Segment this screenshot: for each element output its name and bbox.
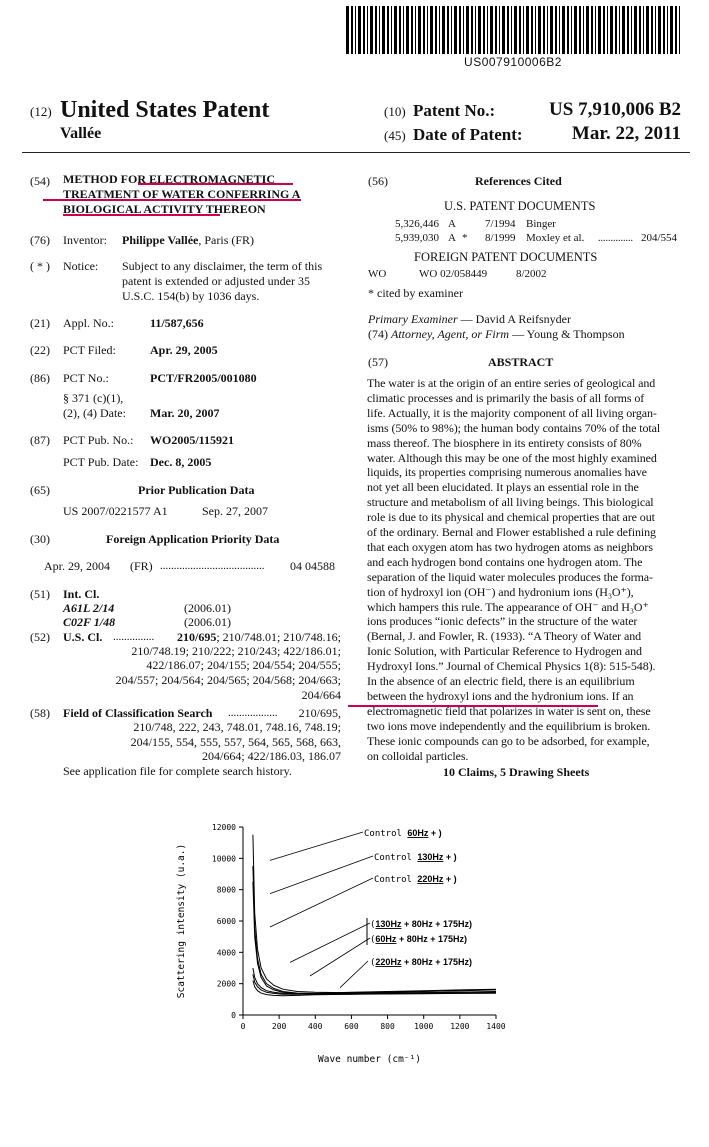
barcode-bar [655, 6, 656, 54]
appl-code: (21) [30, 316, 50, 330]
abstract-line: of the ordinary. Bernal and Flower established a rule defining [367, 525, 656, 539]
barcode-bar [538, 6, 541, 54]
barcode-bar [543, 6, 545, 54]
pct-no-code: (86) [30, 371, 50, 385]
abstract-line: life. Actually, it is the majority component of all living organ- [367, 405, 657, 420]
barcode-bar [643, 6, 644, 54]
foreign-priority-code: (30) [30, 532, 50, 546]
date-of-patent: Mar. 22, 2011 [571, 123, 681, 144]
intcl-code: (51) [30, 587, 50, 601]
series-label-main: 60Hz [407, 828, 429, 838]
barcode-bar [379, 6, 380, 54]
uscl-line-2: 210/748.19; 210/222; 210/243; 422/186.01; [131, 644, 341, 658]
y-tick-label: 12000 [211, 823, 236, 832]
x-tick-label: 400 [308, 1022, 323, 1031]
barcode-bar [447, 6, 449, 54]
date-of-patent-label: Date of Patent: [413, 125, 523, 144]
barcode-bar [634, 6, 637, 54]
abstract-line: electromagnetic field that polarizes in water is sent on, these [367, 703, 651, 718]
barcode-bar [430, 6, 433, 54]
series-label-prefix: ( [370, 920, 376, 930]
title-line-2: TREATMENT OF WATER CONFERRING A [63, 187, 301, 201]
barcode-bar [526, 6, 529, 54]
barcode-bar [495, 6, 497, 54]
section-371-line-1: § 371 (c)(1), [63, 391, 124, 405]
uscl-line-3: 422/186.07; 204/155; 204/554; 204/555; [146, 658, 341, 672]
abstract-line: two ions move independently and the equilibrium is broken. [367, 718, 651, 733]
barcode-bar [367, 6, 368, 54]
attorney-value: — Young & Thompson [509, 327, 625, 341]
abstract-line: (Bernal, J. and Fowler, R. (1933). “A Theory of Water and [367, 629, 642, 644]
abstract-line: separation of the liquid water molecules produces the forma- [367, 569, 653, 584]
abstract-line: tion of hydroxyl ion (OH⁻) and hydronium ions (H₃O⁺), [367, 584, 634, 599]
barcode-bar [439, 6, 440, 54]
abstract-line: on colloidal particles. [367, 748, 469, 763]
barcode-bar [454, 6, 457, 54]
label-leader-line [290, 923, 370, 962]
us-doc-dots: .............. [598, 233, 633, 244]
barcode-bar [403, 6, 404, 54]
claims-summary: 10 Claims, 5 Drawing Sheets [443, 765, 590, 779]
primary-examiner [368, 312, 571, 327]
x-axis-label: Wave number (cm⁻¹) [318, 1054, 421, 1065]
inventor-short: Vallée [60, 125, 102, 142]
barcode-bar [586, 6, 589, 54]
barcode-bar [631, 6, 632, 54]
barcode-bar [415, 6, 416, 54]
abstract-line: Ionic Solution, with Particular Reference to Hydrogen and [367, 644, 642, 659]
barcode-bar [463, 6, 464, 54]
series-label-rest: + 80Hz + 175Hz) [401, 919, 472, 929]
abstract-line: not yet all been elucidated. It plays an essential role in the [367, 480, 639, 495]
field-label: Field of Classification Search [63, 706, 213, 720]
abstract-line: that each oxygen atom has two hydrogen atoms as neighbors [367, 539, 653, 554]
inventor-place: , Paris (FR) [198, 233, 255, 247]
appl-label: Appl. No.: [63, 316, 114, 330]
barcode-bar [651, 6, 653, 54]
barcode-bar [394, 6, 397, 54]
field-line-4: 204/664; 422/186.03, 186.07 [201, 749, 341, 763]
barcode-bar [391, 6, 392, 54]
abstract-line: The water is at the origin of an entire series of geological and [367, 376, 656, 390]
field-line-2: 210/748, 222, 243, 748.01, 748.16, 748.19; [133, 720, 341, 734]
series-label-rest: + ) [443, 852, 457, 862]
foreign-priority-date: Apr. 29, 2004 [44, 559, 110, 573]
attorney [368, 327, 625, 342]
us-doc-name: Moxley et al. [526, 232, 585, 244]
pub-no-label: PCT Pub. No.: [63, 433, 134, 447]
title-line-3: BIOLOGICAL ACTIVITY THEREON [63, 202, 266, 216]
x-tick-label: 1000 [414, 1022, 434, 1031]
references-title: References Cited [475, 174, 562, 188]
title-code: (54) [30, 174, 50, 188]
barcode-bar [627, 6, 629, 54]
y-tick-label: 10000 [211, 854, 236, 864]
barcode-bar [639, 6, 641, 54]
inventor-label: Inventor: [63, 233, 107, 247]
us-doc-name: Binger [526, 218, 556, 230]
y-tick-label: 0 [231, 1011, 236, 1020]
abstract-line: Hydroxyl Ions.” Journal of Chemical Physics 1(8): 515-548). [367, 659, 656, 674]
series-label-main: 60Hz [375, 934, 397, 944]
barcode-bar [346, 6, 349, 54]
field-code: (58) [30, 706, 50, 720]
barcode-bar [670, 6, 673, 54]
us-doc-number: 5,939,030 [395, 232, 439, 244]
field-first: 210/695, [298, 706, 341, 720]
barcode-bar [507, 6, 509, 54]
abstract-line: water. Although this may be one of the most highly examined [367, 450, 657, 465]
highlight-underline [138, 183, 293, 185]
prior-code: (65) [30, 483, 50, 497]
barcode-bar [483, 6, 485, 54]
series-label [364, 828, 442, 839]
abstract-line: These ionic compounds can go to be adsorbed, for example, [367, 733, 650, 748]
foreign-docs-title: FOREIGN PATENT DOCUMENTS [414, 250, 598, 264]
barcode-bar [442, 6, 445, 54]
us-doc-class: 204/554 [641, 232, 678, 244]
notice-label: Notice: [63, 259, 99, 273]
uscl-dots: ............... [113, 631, 155, 643]
barcode-bar [547, 6, 548, 54]
series-label-prefix: Control [374, 875, 418, 885]
primary-examiner-label: Primary Examiner [368, 312, 458, 326]
abstract-line: which hampers this rule. The appearance of OH⁻ and H₃O⁺ [367, 599, 649, 614]
series-label [374, 852, 457, 863]
code-45: (45) [384, 128, 406, 143]
barcode-bar [519, 6, 521, 54]
pub-date-value: Dec. 8, 2005 [150, 455, 212, 469]
series-label [370, 919, 472, 930]
pct-filed-code: (22) [30, 343, 50, 357]
notice-line-2: patent is extended or adjusted under 35 [122, 274, 310, 288]
prior-title: Prior Publication Data [138, 483, 255, 497]
label-leader-line [270, 856, 373, 894]
us-doc-star: * [462, 232, 468, 244]
highlight-underline [348, 705, 598, 707]
barcode-bar [550, 6, 553, 54]
uscl-line-1 [177, 630, 341, 645]
barcode-bar [667, 6, 668, 54]
notice-line-1: Subject to any disclaimer, the term of this [122, 259, 323, 273]
barcode-bar [375, 6, 377, 54]
abstract-line: liquids, its properties comprising numerous anomalies have [367, 465, 647, 480]
barcode-bar [610, 6, 613, 54]
barcode-bar [475, 6, 476, 54]
barcode-bar [490, 6, 493, 54]
label-leader-line [270, 878, 373, 927]
barcode-bar [423, 6, 425, 54]
series-label-prefix: Control [374, 853, 418, 863]
uscl-code: (52) [30, 630, 50, 644]
label-leader-line [270, 832, 363, 860]
abstract-code: (57) [368, 355, 388, 369]
series-label-prefix: ( [370, 958, 376, 968]
barcode-bar [418, 6, 421, 54]
barcode-bar [663, 6, 665, 54]
barcode-bar [531, 6, 533, 54]
pub-date-label: PCT Pub. Date: [63, 455, 139, 469]
label-leader-line [340, 961, 368, 988]
appl-value: 11/587,656 [150, 316, 204, 330]
barcode-bar [646, 6, 649, 54]
foreign-priority-title: Foreign Application Priority Data [106, 532, 280, 546]
barcode-bar [466, 6, 469, 54]
abstract-line: isms (50% to 98%); the human body contains 70% of the total [367, 420, 661, 435]
barcode-bar [355, 6, 356, 54]
abstract-line: In the absence of an electric field, there is an equilibrium [367, 674, 635, 688]
y-axis-label: Scattering intensity (u.a.) [176, 843, 187, 999]
barcode-bar [459, 6, 461, 54]
notice-line-3: U.S.C. 154(b) by 1036 days. [122, 289, 260, 303]
intcl-1-version: (2006.01) [184, 601, 231, 615]
patent-number: US 7,910,006 B2 [549, 99, 681, 120]
pub-code: (87) [30, 433, 50, 447]
x-tick-label: 600 [344, 1022, 359, 1031]
y-tick-label: 6000 [216, 917, 236, 926]
foreign-priority-dots: ...................................... [160, 560, 265, 572]
barcode-bar [363, 6, 365, 54]
see-application: See application file for complete search history. [63, 764, 292, 778]
y-tick-label: 8000 [216, 885, 236, 895]
series-label-rest: + ) [428, 828, 442, 838]
series-label-rest: + ) [443, 874, 457, 884]
barcode-bar [559, 6, 560, 54]
barcode-bar [675, 6, 677, 54]
barcode-bar [619, 6, 620, 54]
section-371-line-2: (2), (4) Date: [63, 406, 126, 420]
abstract-line: structure and metabolism of all living beings. This biological [367, 495, 654, 510]
abstract-line: ions produces “ionic defects” in the structure of the water [367, 614, 638, 629]
attorney-label: Attorney, Agent, or Firm [391, 327, 510, 341]
inventor-value [122, 233, 254, 248]
series-label [370, 934, 467, 945]
barcode-bar [679, 6, 680, 54]
barcode-bar [487, 6, 488, 54]
pct-filed-value: Apr. 29, 2005 [150, 343, 218, 357]
barcode-bar [567, 6, 569, 54]
barcode-bar [387, 6, 389, 54]
barcode-bar [658, 6, 661, 54]
section-371-value: Mar. 20, 2007 [150, 406, 220, 420]
attorney-code: (74) [368, 327, 388, 341]
x-tick-label: 1400 [486, 1022, 506, 1031]
field-dots: .................. [228, 707, 278, 719]
pct-no-value: PCT/FR2005/001080 [150, 371, 257, 385]
field-line-3: 204/155, 554, 555, 557, 564, 565, 568, 663, [130, 735, 341, 749]
foreign-doc-date: 8/2002 [516, 268, 547, 280]
barcode-bar [478, 6, 481, 54]
abstract-line: mass thereof. The biosphere in its entirety consists of 80% [367, 435, 642, 450]
barcode-bar [451, 6, 452, 54]
us-doc-date: 8/1999 [485, 232, 516, 244]
barcode-bar [399, 6, 401, 54]
barcode-bar [603, 6, 605, 54]
series-label-rest: + 80Hz + 175Hz) [396, 934, 467, 944]
highlight-underline [63, 214, 220, 216]
series-label-main: 220Hz [375, 957, 402, 967]
barcode [346, 6, 680, 54]
x-tick-label: 200 [271, 1022, 287, 1031]
barcode-bar [607, 6, 608, 54]
barcode-bar [579, 6, 581, 54]
pub-no-value: WO2005/115921 [150, 433, 235, 447]
uscl-rest: ; 210/748.01; 210/748.16; [216, 630, 341, 644]
uscl-line-5: 204/664 [301, 688, 341, 702]
barcode-bar [523, 6, 524, 54]
abstract-line: and each hydrogen bond contains one hydrogen atom. The [367, 554, 643, 569]
series-label-prefix: ( [370, 935, 376, 945]
intcl-label: Int. Cl. [63, 587, 100, 601]
foreign-priority-number: 04 04588 [290, 559, 335, 573]
barcode-bar [511, 6, 512, 54]
barcode-bar [406, 6, 409, 54]
inventor-name: Philippe Vallée [122, 233, 199, 247]
y-tick-label: 4000 [216, 948, 236, 958]
barcode-bar [595, 6, 596, 54]
barcode-bar [622, 6, 625, 54]
code-12: (12) [30, 104, 52, 119]
barcode-number: US007910006B2 [464, 55, 562, 69]
us-doc-kind: A [448, 218, 456, 230]
cited-by-examiner: * cited by examiner [368, 286, 463, 300]
barcode-bar [411, 6, 413, 54]
x-tick-label: 800 [380, 1022, 395, 1031]
prior-date: Sep. 27, 2007 [202, 504, 268, 518]
scattering-chart [170, 815, 515, 1075]
barcode-bar [499, 6, 500, 54]
intcl-2-version: (2006.01) [184, 615, 231, 629]
us-doc-kind: A [448, 232, 456, 244]
barcode-bar [591, 6, 593, 54]
notice-code: ( * ) [30, 259, 50, 273]
barcode-bar [471, 6, 473, 54]
header-rule [22, 152, 690, 153]
series-label [370, 957, 472, 968]
us-docs-title: U.S. PATENT DOCUMENTS [444, 199, 596, 213]
abstract-line: role is due to its physical and chemical properties that are out [367, 510, 655, 525]
patent-no-label: Patent No.: [413, 101, 496, 120]
document-type: United States Patent [60, 97, 270, 123]
foreign-priority-country: (FR) [130, 559, 153, 573]
barcode-bar [562, 6, 565, 54]
abstract-title: ABSTRACT [488, 355, 554, 369]
prior-number: US 2007/0221577 A1 [63, 504, 168, 518]
pct-no-label: PCT No.: [63, 371, 109, 385]
barcode-bar [571, 6, 572, 54]
us-doc-number: 5,326,446 [395, 218, 439, 230]
barcode-bar [535, 6, 536, 54]
pct-filed-label: PCT Filed: [63, 343, 116, 357]
barcode-bar [358, 6, 361, 54]
abstract-line: climatic processes and is primarily the basis of all forms of [367, 390, 645, 405]
barcode-bar [351, 6, 353, 54]
series-label-main: 130Hz [375, 919, 402, 929]
series-label-prefix: Control [364, 829, 408, 839]
barcode-bar [514, 6, 517, 54]
barcode-bar [382, 6, 385, 54]
barcode-bar [574, 6, 577, 54]
intcl-1: A61L 2/14 [63, 601, 115, 615]
uscl-line-4: 204/557; 204/564; 204/565; 204/568; 204/663; [115, 673, 341, 687]
us-doc-date: 7/1994 [485, 218, 516, 230]
title-line-1: METHOD FOR ELECTROMAGNETIC [63, 172, 276, 186]
x-tick-label: 0 [240, 1022, 246, 1031]
barcode-bar [583, 6, 584, 54]
foreign-doc-number: WO 02/058449 [419, 268, 488, 280]
inventor-code: (76) [30, 233, 50, 247]
uscl-main: 210/695 [176, 630, 217, 644]
uscl-label: U.S. Cl. [63, 630, 103, 644]
barcode-bar [370, 6, 373, 54]
series-label-rest: + 80Hz + 175Hz) [401, 957, 472, 967]
label-leader-line [310, 938, 370, 976]
series-label-main: 130Hz [417, 852, 444, 862]
barcode-bar [427, 6, 428, 54]
barcode-bar [435, 6, 437, 54]
y-tick-label: 2000 [216, 979, 236, 989]
barcode-bar [502, 6, 505, 54]
barcode-bar [615, 6, 617, 54]
barcode-bar [555, 6, 557, 54]
abstract-line: between the hydroxyl ions and the hydronium ions. If an [367, 688, 634, 703]
barcode-bar [598, 6, 601, 54]
primary-examiner-value: — David A Reifsnyder [457, 312, 571, 326]
highlight-underline [43, 199, 301, 201]
x-tick-label: 1200 [450, 1022, 470, 1031]
intcl-2: C02F 1/48 [63, 615, 116, 629]
series-label [374, 874, 457, 885]
references-code: (56) [368, 174, 388, 188]
code-10: (10) [384, 104, 406, 119]
foreign-doc-country: WO [368, 268, 387, 280]
series-label-main: 220Hz [417, 874, 444, 884]
